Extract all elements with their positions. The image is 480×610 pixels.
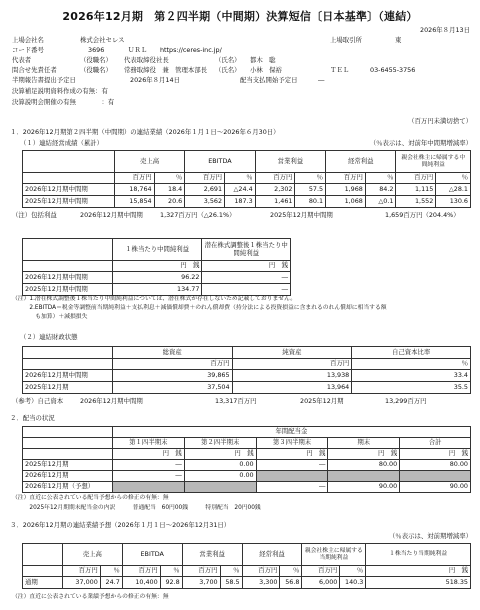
cell: ― — [256, 482, 328, 493]
unit-cell: ％ — [220, 566, 242, 577]
unit-note: （百万円未満切捨て） — [408, 117, 472, 125]
unit-cell: 円 銭 — [328, 449, 400, 460]
unit-cell: 百万円 — [182, 566, 220, 577]
cell: 0.00 — [184, 460, 256, 471]
note-line: （注）直近に公表されている業績予想からの修正の有無：無 — [12, 594, 169, 600]
cell: 130.6 — [436, 196, 471, 208]
url-label: ＵＲＬ — [128, 46, 148, 54]
corner-cell — [23, 438, 113, 449]
contact-name-label: （氏名） — [215, 66, 241, 74]
col-header: EBITDA — [122, 544, 182, 566]
cell: 1,968 — [326, 184, 366, 196]
comp-2025-value: 1,659百万円（204.4%） — [385, 211, 460, 219]
code-label: コード番号 — [12, 46, 44, 54]
row-label: 2025年12月期中間期 — [23, 196, 115, 208]
shaded-cell — [112, 482, 184, 493]
row-label: 2026年12月期中間期 — [23, 272, 113, 284]
cell: 13,964 — [232, 382, 352, 394]
table-row — [23, 370, 471, 382]
cell: 96.22 — [112, 272, 202, 284]
tel-value: 03-6455-3756 — [370, 66, 416, 74]
forecast-table — [22, 543, 471, 589]
annual-dividend-header: 年間配当金 — [112, 427, 470, 438]
cell: 20.6 — [154, 196, 185, 208]
table-row — [23, 471, 471, 482]
sec1-pct-note: （％表示は、対前年中間期増減率） — [369, 139, 472, 147]
table-row — [23, 196, 471, 208]
table-row — [23, 382, 471, 394]
cell: 18.4 — [154, 184, 185, 196]
rep-label: 代表者 — [12, 56, 32, 64]
corner-cell — [23, 449, 113, 460]
code-value: 3696 — [88, 46, 105, 54]
cell: ― — [112, 471, 184, 482]
operating-results-table — [22, 150, 471, 208]
comp-2025-label: 2025年12月期中間期 — [270, 211, 333, 219]
note-line: （注）直近に公表されている配当予想からの修正の有無：無 — [12, 495, 169, 501]
col-header: 売上高 — [62, 544, 122, 566]
row-label: 2026年12月期（予想） — [23, 482, 113, 493]
sec1-heading: １．2026年12月期第２四半期（中間期）の連結業績（2026年１月１日～2026年６月30日） — [10, 128, 280, 136]
unit-cell: ％ — [340, 566, 366, 577]
sec1-sub2: （２）連結財政状態 — [20, 333, 78, 341]
cell: 140.3 — [340, 577, 366, 589]
tel-label: ＴＥＬ — [330, 66, 350, 74]
row-label: 2026年12月期中間期 — [23, 184, 115, 196]
unit-cell: 百万円 — [302, 566, 340, 577]
unit-cell: ％ — [365, 173, 396, 184]
equity-2025-value: 13,299百万円 — [385, 397, 427, 405]
briefing-session: 決算説明会開催の有無 ：有 — [12, 98, 115, 106]
table-row — [23, 272, 291, 284]
col-header: １株当たり当期純利益 — [366, 544, 471, 566]
col-header: 営業利益 — [182, 544, 242, 566]
col-header: 合計 — [400, 438, 471, 449]
unit-cell: ％ — [280, 566, 302, 577]
cell: 15,854 — [114, 196, 154, 208]
equity-note-label: （参考）自己資本 — [12, 397, 64, 405]
cell: 13,938 — [232, 370, 352, 382]
rep-name: 都木 聡 — [250, 56, 276, 64]
sec2-heading: ２．配当の状況 — [10, 414, 55, 422]
corner-cell — [23, 427, 113, 438]
cell: 1,461 — [255, 196, 295, 208]
table-row — [23, 482, 471, 493]
contact-title-label: （役職名） — [80, 66, 112, 74]
cell: 56.8 — [280, 577, 302, 589]
equity-2025-label: 2025年12月期 — [300, 397, 344, 405]
cell: 33.4 — [352, 370, 471, 382]
col-header: 自己資本比率 — [352, 347, 471, 359]
cell: 35.5 — [352, 382, 471, 394]
unit-cell: ％ — [225, 173, 256, 184]
corner-cell — [23, 239, 113, 261]
row-label: 2026年12月期 — [23, 471, 113, 482]
col-header: 経常利益 — [326, 151, 396, 173]
cell: 90.00 — [400, 482, 471, 493]
sec1-sub1: （１）連結経営成績（累計） — [20, 139, 104, 147]
unit-cell: 百万円 — [242, 566, 280, 577]
col-header: 親会社株主に帰属する中間純利益 — [396, 151, 471, 173]
eps-table — [22, 238, 291, 296]
rep-title: 代表取締役社長 — [124, 56, 169, 64]
unit-cell: 円 銭 — [112, 449, 184, 460]
rep-name-label: （氏名） — [215, 56, 241, 64]
comp-2026-value: 1,327百万円（△26.1%） — [160, 211, 236, 219]
note-line: も加算）＋減損損失 — [12, 314, 88, 320]
col-header: 総資産 — [112, 347, 232, 359]
cell: 0.00 — [184, 471, 256, 482]
unit-cell: 百万円 — [62, 566, 100, 577]
sec3-pct-note: （％表示は、対前期増減率） — [388, 532, 472, 540]
note-line: （注）1.潜在株式調整後１株当たり中間純利益については、潜在株式が存在しないため記載しておりません。 — [12, 296, 297, 302]
equity-2026-label: 2026年12月期中間期 — [80, 397, 143, 405]
unit-cell: ％ — [154, 173, 185, 184]
col-header: 売上高 — [114, 151, 184, 173]
shaded-cell — [184, 482, 256, 493]
corner-cell — [23, 261, 113, 272]
exchange-label: 上場取引所 — [330, 36, 362, 44]
col-header: 第１四半期末 — [112, 438, 184, 449]
supp-material: 決算補足説明資料作成の有無：有 — [12, 87, 108, 95]
sec3-heading: ３．2026年12月期の連結業績予想（2026年１月１日～2026年12月31日） — [10, 521, 231, 529]
equity-2026-value: 13,317百万円 — [215, 397, 257, 405]
row-label: 2025年12月期 — [23, 382, 113, 394]
corner-cell — [23, 359, 113, 370]
page-title: 2026年12月期 第２四半期（中間期）決算短信〔日本基準〕（連結） — [62, 10, 418, 23]
col-header: 第３四半期末 — [256, 438, 328, 449]
cell: 187.3 — [225, 196, 256, 208]
unit-cell: 百万円 — [396, 173, 436, 184]
comp-note-label: （注）包括利益 — [12, 211, 57, 219]
cell: 80.1 — [295, 196, 326, 208]
comp-2026-label: 2026年12月期中間期 — [80, 211, 143, 219]
cell: 37,000 — [62, 577, 100, 589]
exchange-value: 東 — [395, 36, 402, 44]
col-header: 経常利益 — [242, 544, 302, 566]
unit-cell: ％ — [100, 566, 122, 577]
cell: 134.77 — [112, 284, 202, 296]
col-header: 親会社株主に帰属する当期純利益 — [302, 544, 366, 566]
corner-cell — [23, 544, 63, 566]
cell: 1,115 — [396, 184, 436, 196]
cell: 80.00 — [328, 460, 400, 471]
shaded-cell — [256, 471, 328, 482]
unit-cell: 円 銭 — [366, 566, 471, 577]
shaded-cell — [400, 471, 471, 482]
unit-cell: 円 銭 — [184, 449, 256, 460]
cell: 2,302 — [255, 184, 295, 196]
cell: 1,068 — [326, 196, 366, 208]
col-header: 純資産 — [232, 347, 352, 359]
cell: 10,400 — [122, 577, 160, 589]
cell: 3,300 — [242, 577, 280, 589]
note-line: 2025年12月期期末配当金の内訳 普通配当 60円00銭 特別配当 20円00銭 — [12, 505, 261, 511]
unit-cell: ％ — [352, 359, 471, 370]
corner-cell — [23, 566, 63, 577]
cell: △28.1 — [436, 184, 471, 196]
listed-label: 上場会社名 — [12, 36, 44, 44]
cell: △0.1 — [365, 196, 396, 208]
col-header: 期末 — [328, 438, 400, 449]
cell: 3,700 — [182, 577, 220, 589]
col-header: 潜在株式調整後１株当たり中間純利益 — [202, 239, 291, 261]
cell: 6,000 — [302, 577, 340, 589]
col-header: 営業利益 — [255, 151, 325, 173]
dividend-table — [22, 426, 471, 493]
cell: 18,764 — [114, 184, 154, 196]
row-label: 2026年12月期中間期 — [23, 370, 113, 382]
unit-cell: 百万円 — [232, 359, 352, 370]
unit-cell: 百万円 — [112, 359, 232, 370]
unit-cell: 百万円 — [326, 173, 366, 184]
cell: ― — [202, 272, 291, 284]
corner-cell — [23, 347, 113, 359]
cell: 58.5 — [220, 577, 242, 589]
listed-value: 株式会社セレス — [80, 36, 125, 44]
unit-cell: 百万円 — [114, 173, 154, 184]
cell: 39,865 — [112, 370, 232, 382]
unit-cell: ％ — [160, 566, 182, 577]
cell: ― — [112, 460, 184, 471]
corner-cell — [23, 151, 115, 173]
unit-cell: 円 銭 — [112, 261, 202, 272]
shaded-cell — [328, 471, 400, 482]
cell: 24.7 — [100, 577, 122, 589]
col-header: 第２四半期末 — [184, 438, 256, 449]
dividend-start-label: 配当支払開始予定日 — [240, 76, 298, 84]
report-date: 2026年８月14日 — [130, 76, 180, 84]
cell: 80.00 — [400, 460, 471, 471]
publish-date: 2026年８月13日 — [420, 26, 470, 34]
unit-cell: 百万円 — [255, 173, 295, 184]
contact-label: 問合せ先責任者 — [12, 66, 57, 74]
row-label: 2025年12月期 — [23, 460, 113, 471]
row-label: 通期 — [23, 577, 63, 589]
report-date-label: 半期報告書提出予定日 — [12, 76, 76, 84]
table-row — [23, 284, 291, 296]
col-header: １株当たり中間純利益 — [112, 239, 202, 261]
cell: 92.8 — [160, 577, 182, 589]
cell: 90.00 — [328, 482, 400, 493]
table-row — [23, 577, 471, 589]
note-line: 2.EBITDA＝税金等調整前当期純利益＋支払利息＋減価償却費＋のれん償却費（持分法による投資損益に含まれるのれん償却に相当する額 — [12, 305, 387, 311]
cell: 57.5 — [295, 184, 326, 196]
cell: 1,552 — [396, 196, 436, 208]
unit-cell: 円 銭 — [202, 261, 291, 272]
col-header: EBITDA — [185, 151, 255, 173]
cell: ― — [256, 460, 328, 471]
dividend-start: ― — [318, 76, 325, 84]
corner-cell — [23, 173, 115, 184]
unit-cell: 円 銭 — [256, 449, 328, 460]
cell: 518.35 — [366, 577, 471, 589]
cell: △24.4 — [225, 184, 256, 196]
table-row — [23, 184, 471, 196]
unit-cell: ％ — [436, 173, 471, 184]
contact-name: 小林 保裕 — [250, 66, 282, 74]
unit-cell: ％ — [295, 173, 326, 184]
unit-cell: 百万円 — [122, 566, 160, 577]
unit-cell: 円 銭 — [400, 449, 471, 460]
cell: 2,691 — [185, 184, 225, 196]
cell: 3,562 — [185, 196, 225, 208]
unit-cell: 百万円 — [185, 173, 225, 184]
url-link[interactable]: https://ceres-inc.jp/ — [160, 46, 222, 54]
cell: 37,504 — [112, 382, 232, 394]
cell: 84.2 — [365, 184, 396, 196]
row-label: 2025年12月期中間期 — [23, 284, 113, 296]
contact-title: 常務取締役 兼 管理本部長 — [124, 66, 208, 74]
financial-position-table — [22, 346, 471, 394]
cell: ― — [202, 284, 291, 296]
rep-title-label: （役職名） — [80, 56, 112, 64]
table-row — [23, 460, 471, 471]
